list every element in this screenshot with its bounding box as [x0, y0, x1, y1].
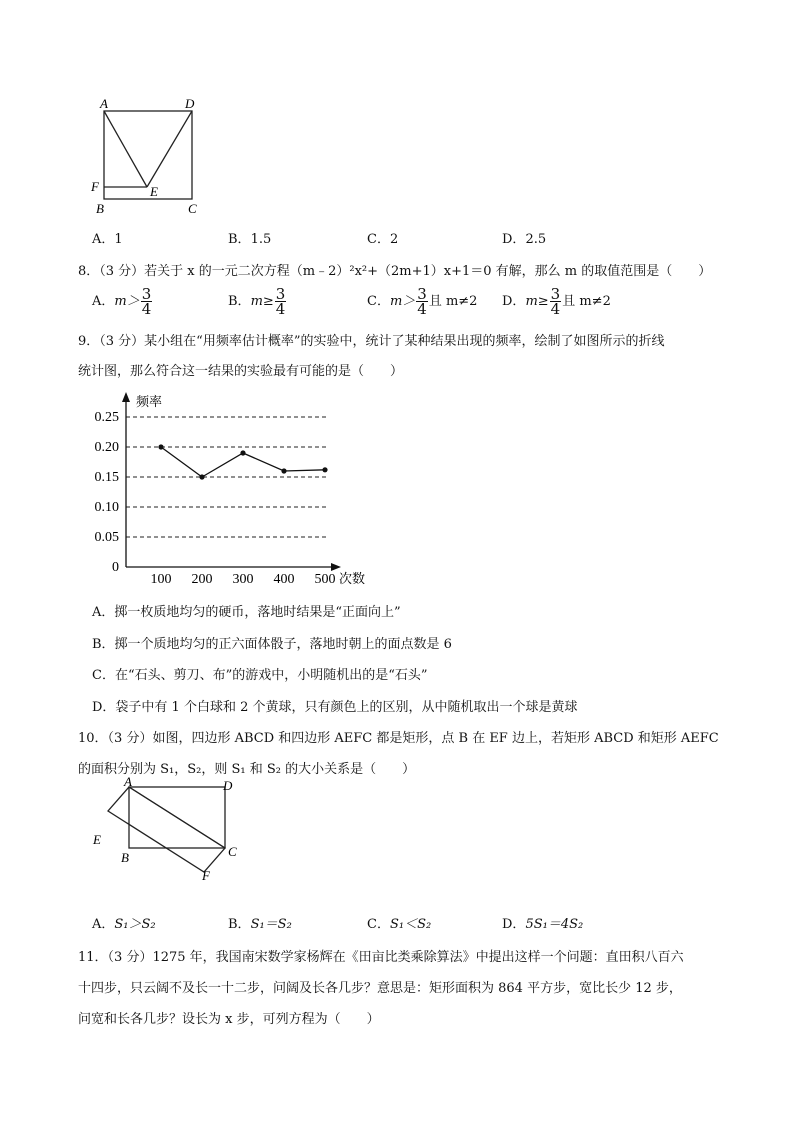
q10-option-d[interactable]: D．5S₁＝4S₂ [502, 917, 584, 932]
label-B: B [96, 201, 104, 216]
q8-option-d[interactable]: D．m≥ $\frac{3}{4}$ 且 m≠2 [502, 285, 611, 318]
label-D: D [223, 778, 233, 793]
x-axis-label: 次数 [339, 571, 366, 586]
label-C: C [228, 844, 237, 859]
q7-option-c[interactable]: C．2 [367, 232, 399, 247]
x-tick-label: 300 [232, 572, 254, 587]
x-tick-label: 200 [191, 572, 213, 587]
y-axis-label: 频率 [136, 394, 163, 409]
label-E: E [93, 832, 101, 847]
data-point [281, 468, 286, 473]
x-tick-label: 500 [314, 572, 336, 587]
data-point [322, 467, 327, 472]
q7-option-a[interactable]: A．1 [92, 232, 123, 247]
chart-axes [122, 392, 341, 571]
chart-series [158, 444, 327, 479]
q8-option-a[interactable]: A．m＞ $\frac{3}{4}$ [92, 285, 152, 318]
x-tick-label: 100 [150, 572, 172, 587]
chart-x-ticks [151, 572, 336, 587]
q10-rectangles-figure [86, 776, 246, 882]
q10-option-b[interactable]: B．S₁＝S₂ [228, 917, 292, 932]
q10-option-c[interactable]: C．S₁＜S₂ [367, 917, 432, 932]
q9-option-c[interactable]: C．在“石头、剪刀、布”的游戏中，小明随机出的是“石头” [92, 668, 428, 683]
q8-option-b[interactable]: B．m≥ $\frac{3}{4}$ [228, 285, 286, 318]
q9-option-b[interactable]: B．掷一个质地均匀的正六面体骰子，落地时朝上的面点数是 6 [92, 637, 452, 652]
y-tick-label: 0.10 [94, 500, 119, 515]
label-B: B [121, 850, 129, 865]
q11-stem-line3: 问宽和长各几步？设长为 x 步，可列方程为（ ） [78, 1012, 380, 1027]
x-tick-label: 400 [273, 572, 295, 587]
data-point [199, 474, 204, 479]
x-axis-arrow [331, 563, 341, 571]
q9-option-d[interactable]: D．袋子中有 1 个白球和 2 个黄球，只有颜色上的区别，从中随机取出一个球是黄球 [92, 700, 578, 715]
y-tick-label: 0.05 [94, 530, 119, 545]
label-A: A [100, 96, 108, 111]
q8-stem: 8．（3 分）若关于 x 的一元二次方程（m﹣2）²x²+（2m+1）x+1＝0 有解，那么 m 的取值范围是（ ） [78, 264, 712, 279]
label-D: D [185, 96, 195, 111]
q7-option-b[interactable]: B．1.5 [228, 232, 272, 247]
label-C: C [188, 201, 197, 216]
y-tick-label: 0.15 [94, 470, 119, 485]
q7-square-figure [85, 92, 215, 220]
q9-stem-line1: 9．（3 分）某小组在“用频率估计概率”的实验中，统计了某种结果出现的频率，绘制了如图所示的折线 [78, 334, 665, 349]
q11-stem-line1: 11．（3 分）1275 年，我国南宋数学家杨辉在《田亩比类乘除算法》中提出这样一个问题：直田积八百六 [78, 950, 684, 965]
chart-gridlines [126, 417, 326, 537]
q10-option-a[interactable]: A．S₁＞S₂ [92, 917, 156, 932]
q9-stem-line2: 统计图，那么符合这一结果的实验最有可能的是（ ） [78, 364, 404, 379]
y-tick-label: 0.25 [94, 410, 119, 425]
label-F: F [91, 179, 99, 194]
q11-stem-line2: 十四步，只云阔不及长一十二步，问阔及长各几步？意思是：矩形面积为 864 平方步，宽比长少 12 步， [78, 981, 682, 996]
data-point [158, 444, 163, 449]
y-axis-arrow [122, 392, 130, 402]
label-E: E [150, 184, 158, 199]
q7-option-d[interactable]: D．2.5 [502, 232, 547, 247]
y-tick-label: 0.20 [94, 440, 119, 455]
q8-option-c[interactable]: C．m＞ $\frac{3}{4}$ 且 m≠2 [367, 285, 478, 318]
y-tick-label: 0 [112, 560, 119, 575]
label-A: A [124, 774, 132, 789]
q10-stem-line2: 的面积分别为 S₁，S₂，则 S₁ 和 S₂ 的大小关系是（ ） [78, 762, 416, 777]
data-point [240, 450, 245, 455]
chart-y-ticks [95, 410, 120, 575]
frequency-line-chart [80, 388, 366, 588]
q10-stem-line1: 10．（3 分）如图，四边形 ABCD 和四边形 AEFC 都是矩形，点 B 在 EF 边上，若矩形 ABCD 和矩形 AEFC [78, 731, 719, 746]
q9-option-a[interactable]: A．掷一枚质地均匀的硬币，落地时结果是“正面向上” [92, 605, 401, 620]
label-F: F [202, 868, 210, 883]
